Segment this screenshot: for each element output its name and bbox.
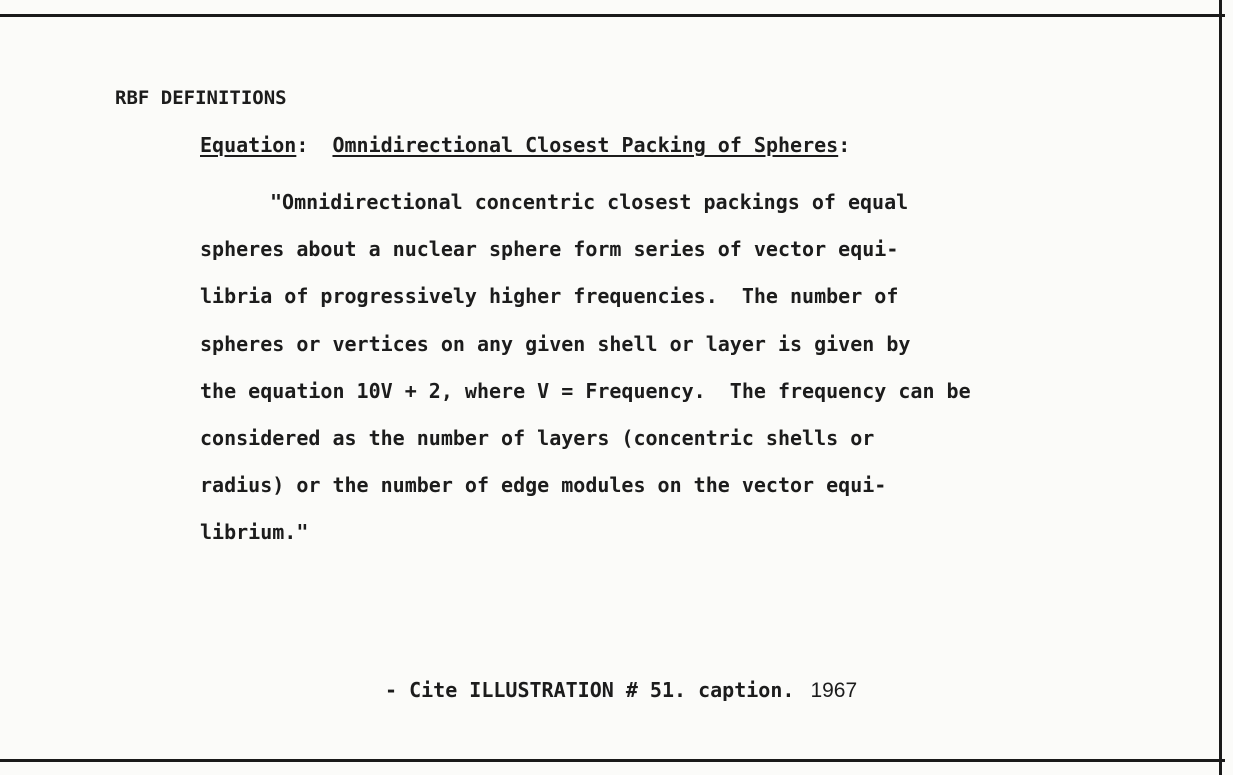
quote-line: spheres or vertices on any given shell or layer is given by — [200, 331, 911, 356]
top-border-line — [0, 14, 1225, 17]
quote-line: libria of progressively higher frequencies. The number of — [200, 284, 899, 309]
equation-title: Omnidirectional Closest Packing of Spheres — [332, 133, 839, 157]
equation-label: Equation — [200, 133, 297, 157]
equation-line — [200, 133, 850, 157]
quote-line: spheres about a nuclear sphere form series of vector equi- — [200, 237, 899, 262]
right-border-line — [1219, 0, 1222, 775]
quote-line: "Omnidirectional concentric closest packings of equal — [270, 190, 909, 214]
citation-text: - Cite ILLUSTRATION # 51. caption. — [385, 678, 795, 702]
equation-title-suffix: : — [838, 133, 851, 157]
citation-year: 1967 — [810, 679, 858, 702]
quote-line: librium." — [200, 520, 309, 545]
quote-line: considered as the number of layers (concentric shells or — [200, 425, 875, 450]
quote-line: the equation 10V + 2, where V = Frequency. The frequency can be — [200, 378, 971, 403]
quote-line: radius) or the number of edge modules on the vector equi- — [200, 473, 887, 498]
definition-quote — [200, 179, 971, 557]
bottom-border-line — [0, 759, 1225, 762]
citation — [385, 678, 857, 703]
equation-separator: : — [296, 133, 309, 157]
section-heading: RBF DEFINITIONS — [115, 87, 287, 109]
